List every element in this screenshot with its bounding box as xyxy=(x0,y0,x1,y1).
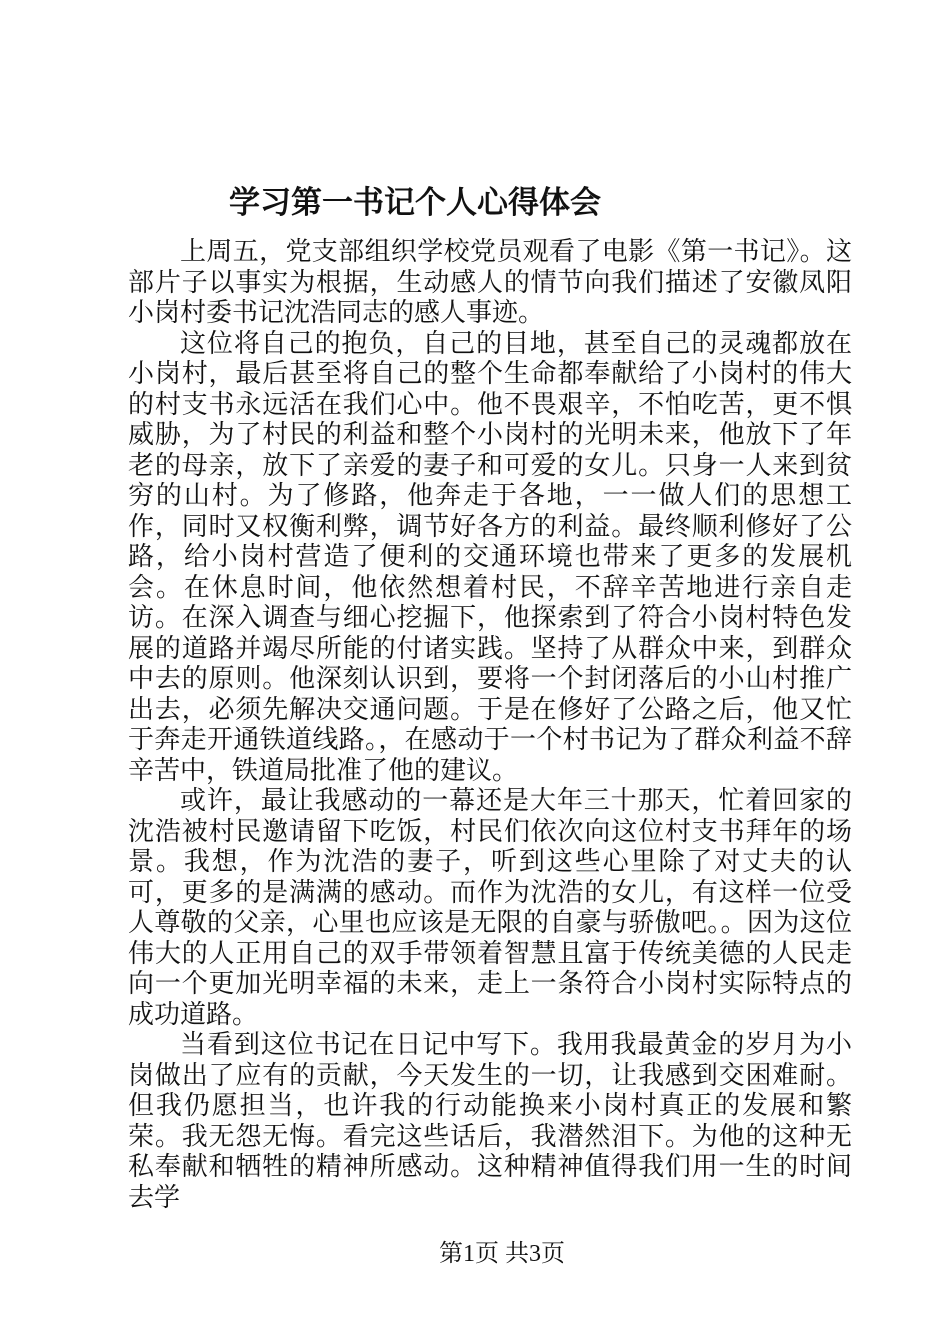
paragraph-1: 上周五，党支部组织学校党员观看了电影《第一书记》。这部片子以事实为根据，生动感人的情节向我们描述了安徽凤阳小岗村委书记沈浩同志的感人事迹。 xyxy=(128,237,852,327)
paragraph-3: 或许，最让我感动的一幕还是大年三十那天，忙着回家的沈浩被村民邀请留下吃饭，村民们依次向这位村支书拜年的场景。我想，作为沈浩的妻子，听到这些心里除了对丈夫的认可，更多的是满满的感动。而作为沈浩的女儿，有这样一位受人尊敬的父亲，心里也应该是无限的自豪与骄傲吧。。因为这位伟大的人正用自己的双手带领着智慧且富于传统美德的人民走向一个更加光明幸福的未来，走上一条符合小岗村实际特点的成功道路。 xyxy=(128,786,852,1029)
page-footer: 第1页 共3页 xyxy=(439,1241,565,1267)
paragraph-4: 当看到这位书记在日记中写下。我用我最黄金的岁月为小岗做出了应有的贡献，今天发生的一切，让我感到交困难耐。但我仍愿担当，也许我的行动能换来小岗村真正的发展和繁荣。我无怨无悔。看完这些话后，我潜然泪下。为他的这种无私奉献和牺牲的精神所感动。这种精神值得我们用一生的时间去学 xyxy=(128,1030,852,1212)
document-body xyxy=(128,237,852,1213)
document-title: 学习第一书记个人心得体会 xyxy=(229,185,601,220)
paragraph-2: 这位将自己的抱负，自己的目地，甚至自己的灵魂都放在小岗村，最后甚至将自己的整个生命都奉献给了小岗村的伟大的村支书永远活在我们心中。他不畏艰辛，不怕吃苦，更不惧威胁，为了村民的利益和整个小岗村的光明未来，他放下了年老的母亲，放下了亲爱的妻子和可爱的女儿。只身一人来到贫穷的山村。为了修路，他奔走于各地，一一做人们的思想工作，同时又权衡利弊，调节好各方的利益。最终顺利修好了公路，给小岗村营造了便利的交通环境也带来了更多的发展机会。在休息时间，他依然想着村民，不辞辛苦地进行亲自走访。在深入调查与细心挖掘下，他探索到了符合小岗村特色发展的道路并竭尽所能的付诸实践。坚持了从群众中来，到群众中去的原则。他深刻认识到，要将一个封闭落后的小山村推广出去，必须先解决交通问题。于是在修好了公路之后，他又忙于奔走开通铁道线路。，在感动于一个村书记为了群众利益不辞辛苦中，铁道局批准了他的建议。 xyxy=(128,328,852,785)
